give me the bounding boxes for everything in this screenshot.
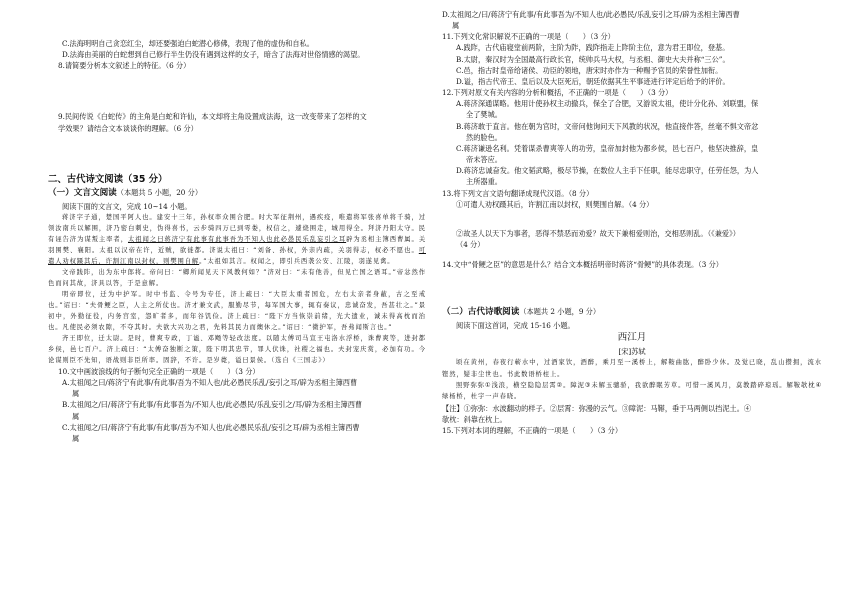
para1-part-c: 。”太祖如其言。权闻之，即引兵西袭公安、江陵，羽遂见禽。 [199,257,395,265]
left-column [48,0,426,444]
q10-option-d: D.太祖闻之/曰/蒋济宁有此事/有此事吾为/不知人也/此必愚民/乐乱妄引之耳/辟为丞相主簿西曹 [442,10,740,19]
q12-option-d: D.蒋济忠诚奋发。他文韬武略，极尽节操，在数位人主手下任职，能尽忠职守，任劳任怨，为人 [456,166,759,176]
right-column [442,0,822,436]
poem-notes-cont: 欹枕：斜靠在枕上。 [442,414,507,424]
section-title-classical: 二、古代诗文阅读（35 分） [48,173,168,185]
q12-option-d-cont: 主所器重。 [466,177,502,187]
q13-item-1: ①可遣人劝权蹑其后，许割江南以封权，则樊围自解。（4 分） [456,199,654,209]
q11-stem: 11.下列文化常识解说不正确的一项是（ ）（3 分） [442,32,615,42]
poetry-instruction: 阅读下面这首词，完成 15-16 小题。 [456,321,575,331]
para1-part-a: 蒋济字子通，楚国平阿人也。建安十三年，孙权率众围合肥。时大军征荆州，遇疾疫，唯遣将军张喜单将千骑，过领汝南兵以解围，济乃密白刺史，伪得喜书，云步骑四万已到雩娄，权信之，遽烧围走，城用得全。拜济丹阳太守。民有诬告济为谋叛主率者， [48,213,426,243]
q10-stem: 10.文中画波浪线的句子断句完全正确的一项是（ ）（3 分） [58,366,260,376]
q11-option-a: A.践阼，古代庙寝堂前两阶，主阶为阼，践阼指走上阼阶主位，意为君王即位，登基。 [456,43,730,53]
q13-stem: 13.将下列文言文语句翻译成现代汉语。（8 分） [442,188,594,198]
poem-notes: 【注】①弥弥：水波翻动的样子。②层霄：弥漫的云气。③障泥：马鞯，垂于马两侧以挡泥土。④ [442,403,752,413]
subsection-title-classical-prose [48,187,426,201]
q9-stem-line1: 9.民间传说《白蛇传》的主角是白蛇和许仙，本文却将主角设置成法海，这一改变带来了怎样的文 [58,112,367,122]
q12-option-c-cont: 帝未答应。 [466,155,502,165]
poetry-note: （本题共 2 小题，9 分） [519,307,601,317]
q11-option-c: C.邑，指古时皇帝给诸侯、功臣的领地，唐宋时亦作为一种赐予官员的荣誉性加衔。 [456,65,723,75]
q13-item-2: ②故圣人以天下为事者，恶得不禁恶而劝爱？故天下兼相爱则治，交相恶则乱。（《兼爱》） [456,228,740,238]
q14-stem: 14.文中“骨鲠之臣”的意思是什么？结合文本概括明帝时蒋济“骨鲠”的具体表现。（3 分） [442,260,723,270]
para1-part-b: 辟为丞相主簿西曹属。关羽围樊、襄阳。太祖以汉帝在许，近贼，欲徙都。济说太祖曰：“刘备、孙权，外亲内疏，关羽得志，权必不愿也。 [48,235,427,254]
wavy-underlined-sentence: 太祖闻之曰蒋济宁有此事有此事吾为不知人也此必愚民乐乱妄引之耳 [127,235,347,243]
q15-stem: 15.下列对本词的理解，不正确的一项是（ ）（3 分） [442,425,623,435]
prose-instruction: 阅读下面的文言文，完成 10~14 小题。 [62,201,192,211]
q10-option-b: B.太祖闻之/曰/蒋济宁有此事/有此事吾为/不知人也/此必愚民/乐乱妄引之/耳/辟为丞相主簿西曹 [62,400,363,410]
q8-option-c: C.法海明明自己贪恋红尘，却还要强迫白蛇潜心修佛，表现了他的虚伪和自私。 [62,39,314,48]
poem-body: 照野弥弥①浅浪，横空隐隐层霄②。障泥③未解玉骢骄，我欲醉眠芳草。可惜一溪风月，莫教踏碎琼瑶。解鞍欹枕④绿杨桥，杜宇一声春晓。 [442,381,822,401]
q12-stem: 12.下列对原文有关内容的分析和概括，不正确的一项是（ ）（3 分） [442,88,673,98]
q10-option-a-cont: 属 [72,389,80,399]
poetry-title-text: （二）古代诗歌阅读 [442,307,520,318]
q10-option-b-cont: 属 [72,411,80,421]
prose-paragraph-4: 齐王即位，迁太尉。是时，曹爽专政，丁谧、邓飏等轻改法度。以随太傅司马宣王屯洛水浮桥，诛曹爽等，进封都乡侯，邑七百户。济上疏曰：“太傅奋独断之策，陛下明其忠节，罪人伏诛，社稷之福也。夫封宠庆赏，必加有功。今论谋则臣不先知，语战则非臣所率。固辞，不许。是岁薨，谥曰景侯。（选自《三国志》） [48,334,426,364]
q10-option-d-cont: 属 [452,21,460,31]
q8-stem: 8.请简要分析本文叙述上的特征。（6 分） [58,61,191,71]
q10-option-c: C.太祖闻之/曰/蒋济宁有此事/有此事/吾为不知人也/此必愚民乐乱/妄引之耳/辟为丞相主簿西曹 [62,422,360,432]
poem-preface: 顷在黄州，春夜行蕲水中，过酒家饮，酒醉，乘月至一溪桥上，解鞍曲肱，醉卧少休。及觉已晓，乱山攒拥，流水铿然，疑非尘世也。书此数语桥柱上。 [442,359,822,378]
q11-option-d: D.谥，指古代帝王、皇后以及大臣死后，朝廷依据其生平事迹进行评定后给予的评价。 [456,76,730,86]
q12-option-b-cont: 然的脸色。 [466,132,502,142]
subsection-note: （本题共 5 小题，20 分） [116,187,203,197]
q12-option-c: C.蒋济谦逊名利。凭着谋杀曹爽等人的功劳，皇帝加封他为都乡侯，邑七百户，他坚决推辞，皇 [456,143,759,153]
q12-option-a-cont: 全了樊城。 [466,110,502,120]
q13-item-2-cont: （4 分） [456,239,485,249]
subsection-title-text: （一）文言文阅读 [48,187,117,198]
prose-paragraph-1 [48,212,426,267]
underlined-sentence: 可遣人劝权蹑其后，许割江南以封权，则樊围自解 [48,246,426,265]
prose-paragraph-3: 明帝即位，迁为中护军。时中书监、令号为专任，济上疏曰：“大臣太重者国危，左右太亲者身蔽，古之至戒也。”诏曰：“夫骨鲠之臣，人主之所仗也。济才兼文武，服勤尽节，每军国大事，辄有奏议，忠诚奋发，吾甚壮之。”景初中，外勤征役，内务宫室，怨旷者多，而年谷饥俭。济上疏曰：“陛下方当恢崇前绪，光大遗业，诚未得高枕而治也。凡使民必须农隙，不夺其时。夫欲大兴功之君，先料其民力而燠休之。”诏曰：“微护军，吾弗闻斯言也。” [48,290,426,331]
poem-title: 西江月 [617,332,647,344]
prose-paragraph-2: 文帝践阼，出为东中郎将。帝问曰：“卿所闻见天下风教何如？”济对曰：“未有他善，但见亡国之语耳。”帝忿然作色而问其故，济具以答，于是意解。 [48,268,426,287]
q10-option-a: A.太祖闻之曰/蒋济宁有此事/有此事/吾为不知人也/此必愚民乐乱/妄引之耳/辟为丞相主簿西曹 [62,378,358,388]
q10-option-c-cont: 属 [72,433,80,443]
q12-option-a: A.蒋济深通谋略。他用计使孙权主动撤兵，保全了合肥，又游说太祖，使计分化孙、刘联盟，保 [456,99,759,109]
q9-stem-line2: 学效果？请结合文本谈谈你的理解。（6 分） [58,123,198,133]
q8-option-d: D.法海由美丽的白蛇想到自己修行半生仍没有遇到这样的女子，暗含了法海对世俗情感的渴望。 [62,50,365,60]
q11-option-b: B.太尉，秦汉时为全国最高行政长官，统帅兵马大权，与丞相、御史大夫并称“三公”。 [456,54,730,64]
q12-option-b: B.蒋济敢于直言。他在朝为官时，文帝问他询问天下风教的状况，他直接作答，丝毫不惧文帝忿 [456,121,759,131]
subsection-title-poetry [442,306,822,320]
poem-author: [宋]苏轼 [618,347,646,357]
